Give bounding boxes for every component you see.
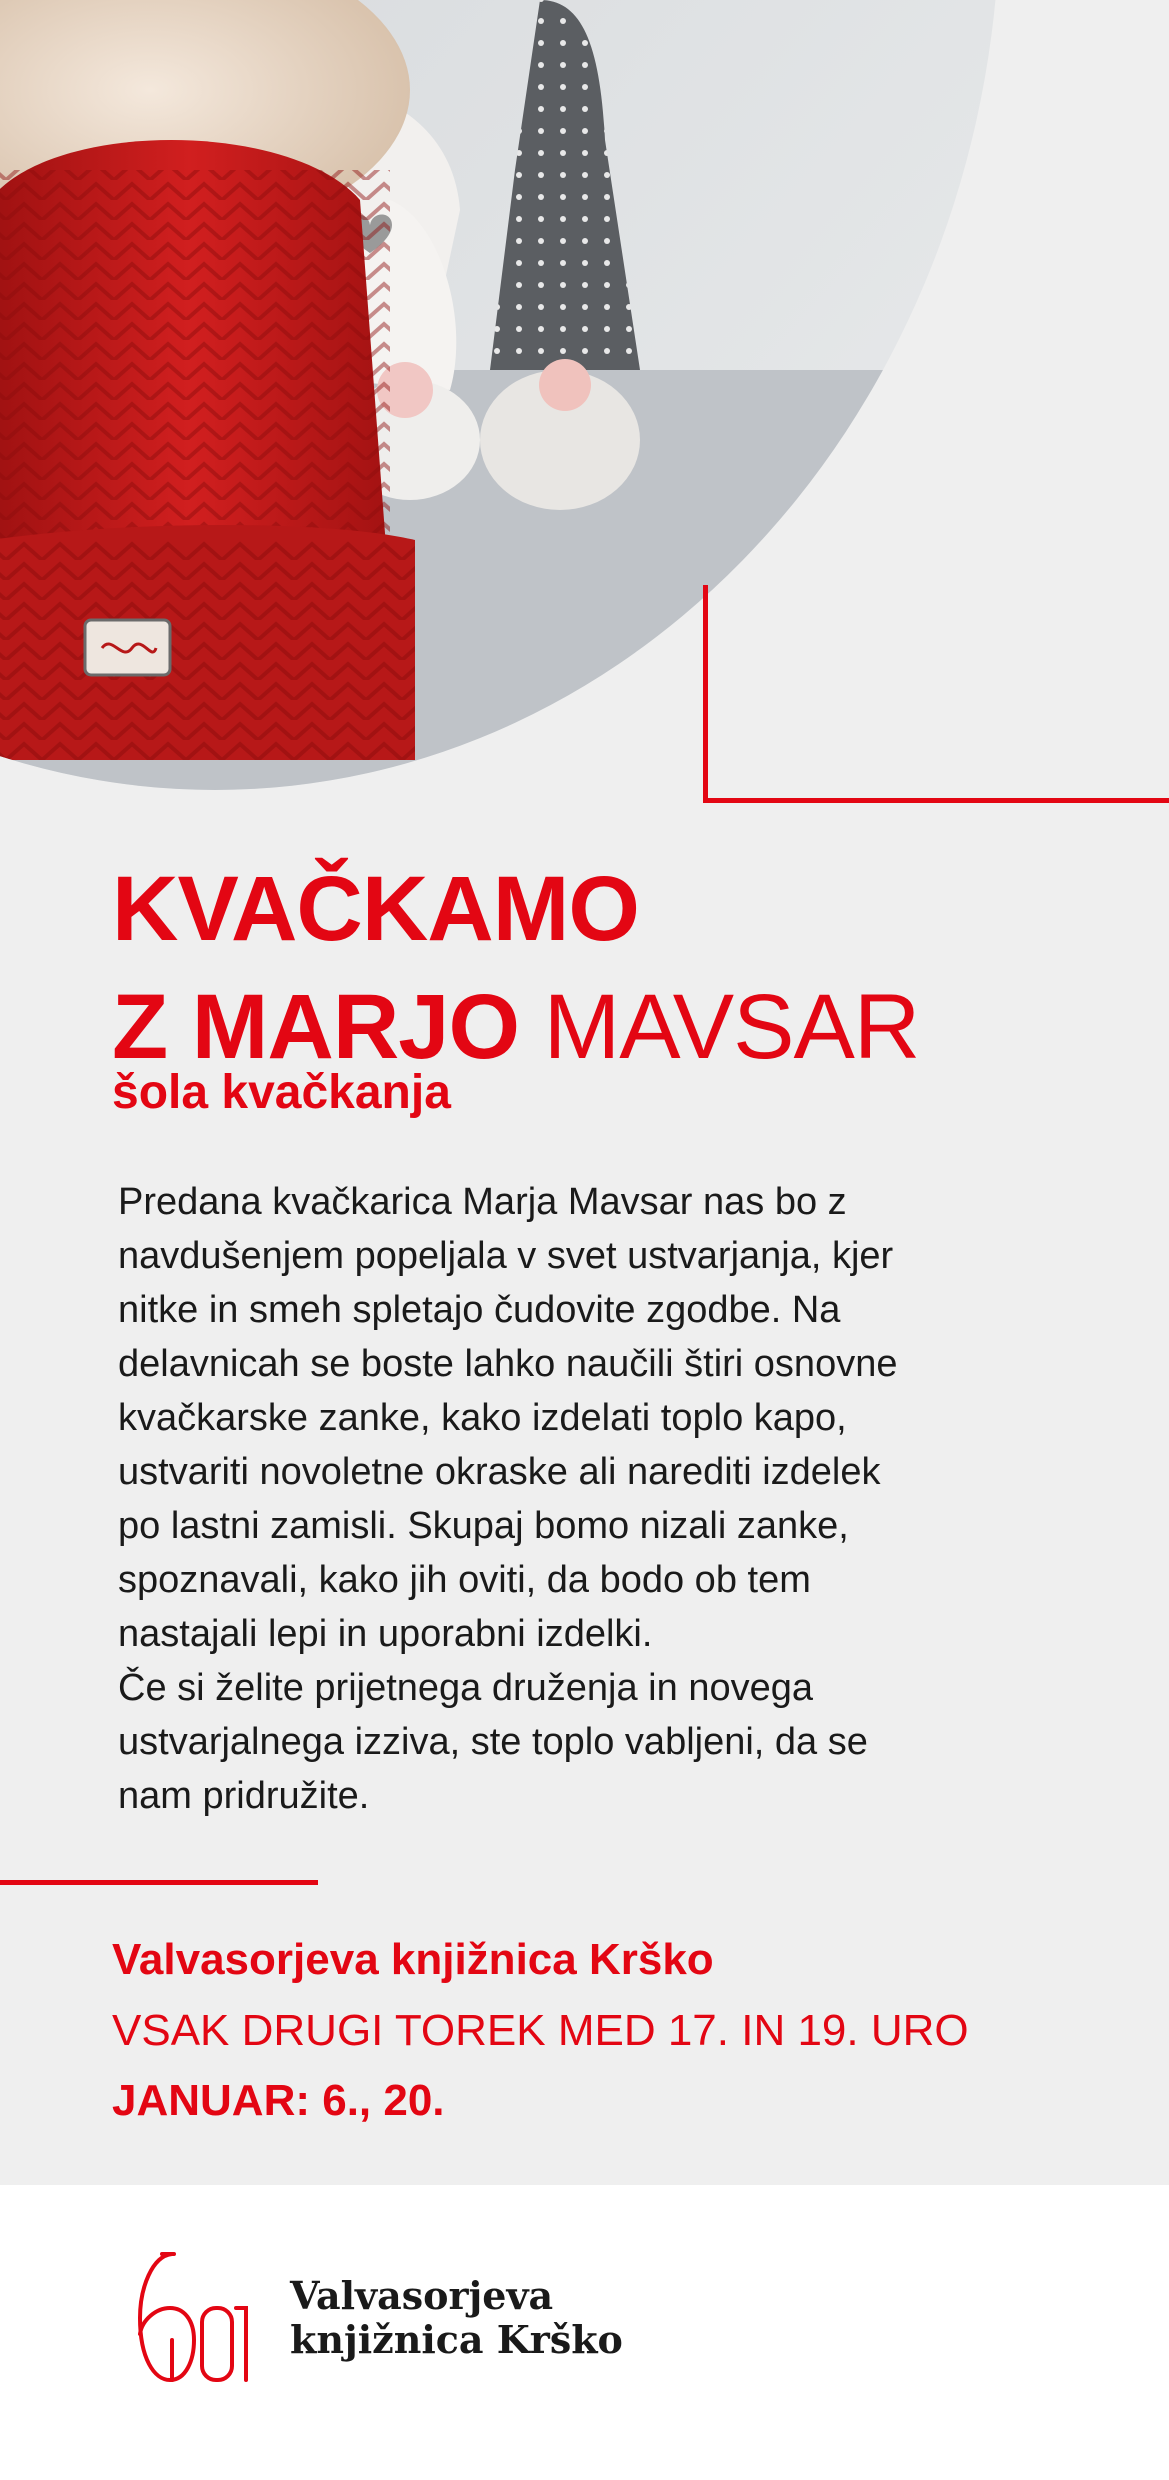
description-line: spoznavali, kako jih oviti, da bodo ob tem [118, 1559, 811, 1601]
accent-frame-horizontal [703, 798, 1169, 803]
event-title [112, 850, 919, 1086]
crochet-hat-photo-icon [0, 0, 1000, 790]
title-line-2-bold: Z MARJO [112, 976, 519, 1078]
event-dates: JANUAR: 6., 20. [112, 2076, 445, 2125]
description-line: kvačkarske zanke, kako izdelati toplo kapo, [118, 1397, 847, 1439]
section-divider [0, 1880, 318, 1885]
event-subtitle: šola kvačkanja [112, 1066, 451, 1119]
description-line: nastajali lepi in uporabni izdelki. [118, 1613, 653, 1655]
description-line: Predana kvačkarica Marja Mavsar nas bo z [118, 1181, 847, 1223]
description-line: po lastni zamisli. Skupaj bomo nizali zanke, [118, 1505, 849, 1547]
event-venue: Valvasorjeva knjižnica Krško [112, 1935, 714, 1984]
accent-frame-vertical [703, 585, 708, 803]
event-description [118, 1175, 1078, 1823]
hero-photo [0, 0, 1000, 790]
event-schedule: VSAK DRUGI TOREK MED 17. IN 19. URO [112, 2006, 969, 2055]
description-line: navdušenjem popeljala v svet ustvarjanja, kjer [118, 1235, 894, 1277]
library-60-logo-icon [132, 2248, 250, 2388]
library-logo [132, 2248, 623, 2388]
description-line: Če si želite prijetnega druženja in novega [118, 1667, 813, 1709]
library-name-line-2: knjižnica Krško [290, 2317, 623, 2362]
description-line: nam pridružite. [118, 1775, 370, 1817]
title-line-1: KVAČKAMO [112, 858, 639, 960]
description-line: ustvariti novoletne okraske ali narediti izdelek [118, 1451, 881, 1493]
title-line-2-light: MAVSAR [543, 976, 920, 1078]
description-line: nitke in smeh spletajo čudovite zgodbe. Na [118, 1289, 841, 1331]
description-line: ustvarjalnega izziva, ste toplo vabljeni, da se [118, 1721, 868, 1763]
library-name-line-1: Valvasorjeva [290, 2273, 554, 2318]
description-line: delavnicah se boste lahko naučili štiri osnovne [118, 1343, 898, 1385]
library-name [290, 2274, 623, 2362]
